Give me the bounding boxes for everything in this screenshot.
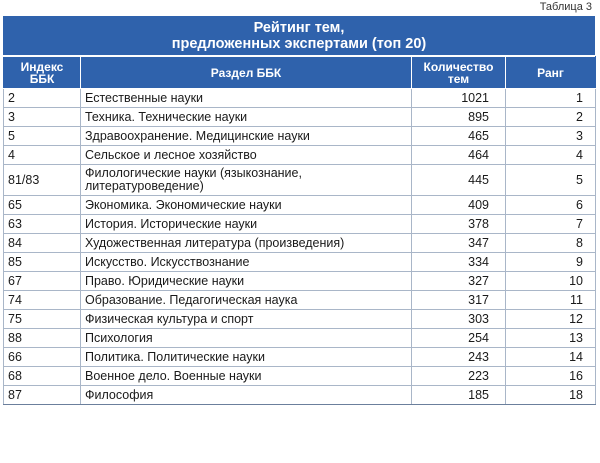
table-title-line-2: предложенных экспертами (топ 20) <box>171 36 427 52</box>
table-body <box>4 89 596 405</box>
cell-index: 3 <box>4 108 81 127</box>
table-header-row <box>4 57 596 89</box>
cell-index: 75 <box>4 310 81 329</box>
cell-count: 185 <box>412 386 506 405</box>
cell-rank: 13 <box>506 329 596 348</box>
cell-rank: 14 <box>506 348 596 367</box>
header-section: Раздел ББК <box>81 57 412 89</box>
cell-index: 74 <box>4 291 81 310</box>
cell-index: 81/83 <box>4 165 81 196</box>
cell-rank: 16 <box>506 367 596 386</box>
cell-rank: 6 <box>506 196 596 215</box>
cell-count: 895 <box>412 108 506 127</box>
cell-rank: 3 <box>506 127 596 146</box>
table-row <box>4 367 596 386</box>
table-row <box>4 196 596 215</box>
cell-rank: 4 <box>506 146 596 165</box>
table-row <box>4 253 596 272</box>
cell-count: 347 <box>412 234 506 253</box>
cell-section: Психология <box>81 329 412 348</box>
cell-count: 445 <box>412 165 506 196</box>
table-title-line-1: Рейтинг тем, <box>253 20 345 36</box>
cell-index: 67 <box>4 272 81 291</box>
cell-count: 378 <box>412 215 506 234</box>
cell-section: Право. Юридические науки <box>81 272 412 291</box>
cell-index: 68 <box>4 367 81 386</box>
cell-section: Филологические науки (языкознание, литературоведение) <box>81 165 412 196</box>
table-row <box>4 108 596 127</box>
cell-count: 334 <box>412 253 506 272</box>
cell-count: 243 <box>412 348 506 367</box>
rating-table <box>3 56 596 405</box>
table-row <box>4 127 596 146</box>
table-row <box>4 310 596 329</box>
cell-section: Естественные науки <box>81 89 412 108</box>
table-row <box>4 215 596 234</box>
cell-count: 409 <box>412 196 506 215</box>
cell-rank: 1 <box>506 89 596 108</box>
cell-section: Художественная литература (произведения) <box>81 234 412 253</box>
table-container <box>3 16 595 405</box>
cell-section: Экономика. Экономические науки <box>81 196 412 215</box>
cell-section: Военное дело. Военные науки <box>81 367 412 386</box>
cell-rank: 9 <box>506 253 596 272</box>
cell-index: 66 <box>4 348 81 367</box>
cell-section: Сельское и лесное хозяйство <box>81 146 412 165</box>
cell-section: Образование. Педагогическая наука <box>81 291 412 310</box>
header-count: Количество тем <box>412 57 506 89</box>
cell-count: 464 <box>412 146 506 165</box>
cell-rank: 11 <box>506 291 596 310</box>
cell-index: 63 <box>4 215 81 234</box>
cell-section: Техника. Технические науки <box>81 108 412 127</box>
cell-section: Философия <box>81 386 412 405</box>
cell-rank: 7 <box>506 215 596 234</box>
cell-rank: 5 <box>506 165 596 196</box>
cell-count: 317 <box>412 291 506 310</box>
table-row <box>4 234 596 253</box>
cell-index: 4 <box>4 146 81 165</box>
cell-index: 87 <box>4 386 81 405</box>
table-row <box>4 386 596 405</box>
table-row <box>4 348 596 367</box>
header-rank: Ранг <box>506 57 596 89</box>
cell-section: Политика. Политические науки <box>81 348 412 367</box>
cell-count: 254 <box>412 329 506 348</box>
cell-count: 327 <box>412 272 506 291</box>
header-index: Индекс ББК <box>4 57 81 89</box>
cell-section: История. Исторические науки <box>81 215 412 234</box>
cell-index: 2 <box>4 89 81 108</box>
cell-index: 5 <box>4 127 81 146</box>
table-row <box>4 329 596 348</box>
cell-count: 303 <box>412 310 506 329</box>
cell-section: Здравоохранение. Медицинские науки <box>81 127 412 146</box>
cell-index: 88 <box>4 329 81 348</box>
cell-index: 65 <box>4 196 81 215</box>
cell-index: 85 <box>4 253 81 272</box>
cell-section: Физическая культура и спорт <box>81 310 412 329</box>
cell-rank: 8 <box>506 234 596 253</box>
cell-section: Искусство. Искусствознание <box>81 253 412 272</box>
table-row <box>4 146 596 165</box>
cell-count: 223 <box>412 367 506 386</box>
table-title <box>3 16 595 56</box>
cell-rank: 2 <box>506 108 596 127</box>
cell-count: 465 <box>412 127 506 146</box>
cell-count: 1021 <box>412 89 506 108</box>
cell-rank: 12 <box>506 310 596 329</box>
table-caption: Таблица 3 <box>539 1 592 13</box>
table-row <box>4 272 596 291</box>
table-row <box>4 89 596 108</box>
table-row <box>4 165 596 196</box>
table-row <box>4 291 596 310</box>
cell-index: 84 <box>4 234 81 253</box>
cell-rank: 18 <box>506 386 596 405</box>
cell-rank: 10 <box>506 272 596 291</box>
